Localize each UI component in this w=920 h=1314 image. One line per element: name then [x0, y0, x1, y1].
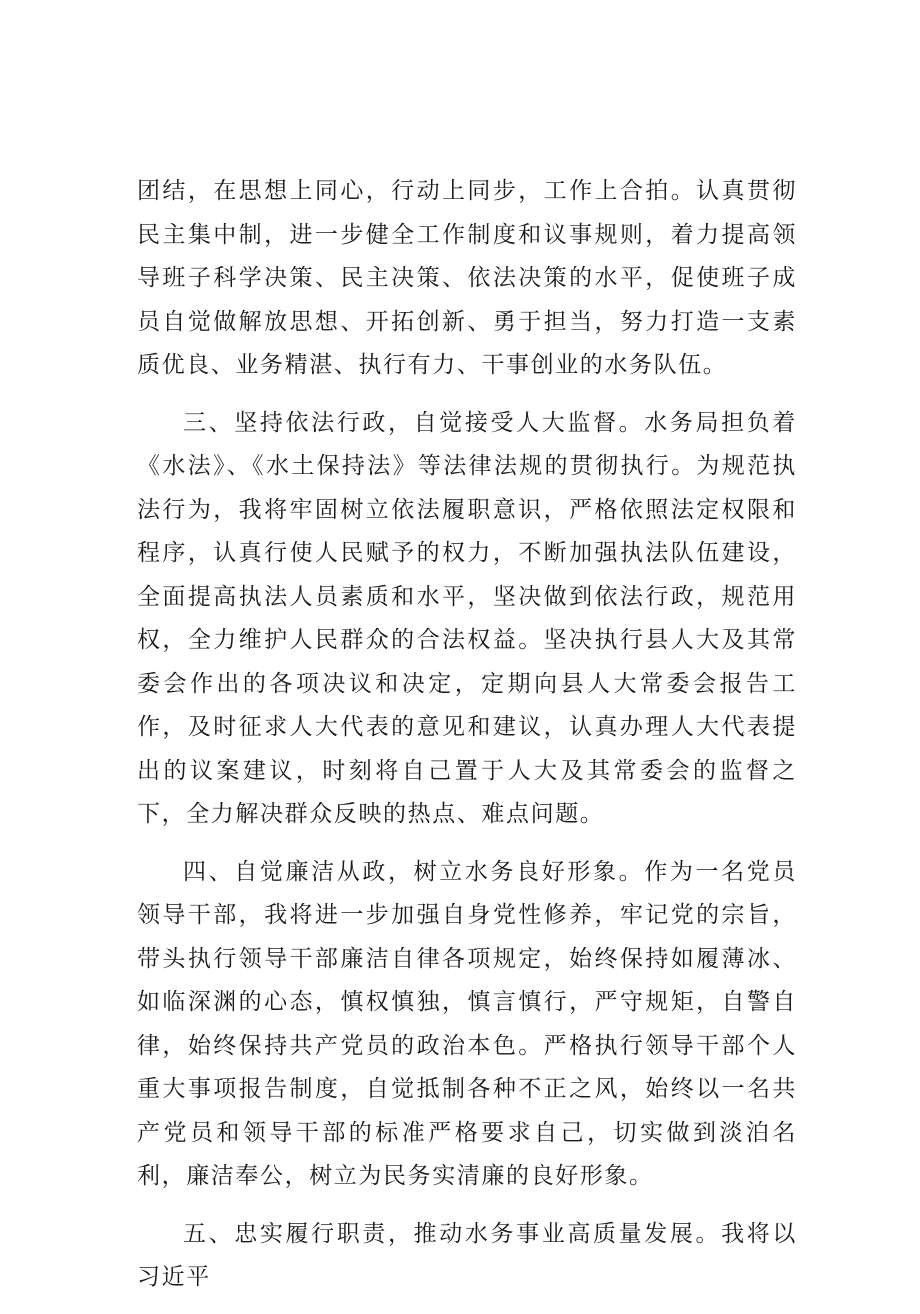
- paragraph-section-four: 四、自觉廉洁从政，树立水务良好形象。作为一名党员领导干部，我将进一步加强自身党性修养，牢记党的宗旨，带头执行领导干部廉洁自律各项规定，始终保持如履薄冰、如临深渊的心态，慎权慎独，慎言慎行，严守规矩，自警自律，始终保持共产党员的政治本色。严格执行领导干部个人重大事项报告制度，自觉抵制各种不正之风，始终以一名共产党员和领导干部的标准严格要求自己，切实做到淡泊名利，廉洁奉公，树立为民务实清廉的良好形象。: [137, 858, 797, 1189]
- document-body: [137, 170, 797, 1314]
- paragraph-continuation: 团结，在思想上同心，行动上同步，工作上合拍。认真贯彻民主集中制，进一步健全工作制度和议事规则，着力提高领导班子科学决策、民主决策、依法决策的水平，促使班子成员自觉做解放思想、开拓创新、勇于担当，努力打造一支素质优良、业务精湛、执行有力、干事创业的水务队伍。: [137, 178, 797, 378]
- paragraph-section-five: 五、忠实履行职责，推动水务事业高质量发展。我将以习近平: [137, 1220, 797, 1290]
- paragraph-section-three: 三、坚持依法行政，自觉接受人大监督。水务局担负着《水法》、《水土保持法》等法律法规的贯彻执行。为规范执法行为，我将牢固树立依法履职意识，严格依照法定权限和程序，认真行使人民赋予的权力，不断加强执法队伍建设，全面提高执法人员素质和水平，坚决做到依法行政，规范用权，全力维护人民群众的合法权益。坚决执行县人大及其常委会作出的各项决议和决定，定期向县人大常委会报告工作，及时征求人大代表的意见和建议，认真办理人大代表提出的议案建议，时刻将自己置于人大及其常委会的监督之下，全力解决群众反映的热点、难点问题。: [137, 409, 797, 827]
